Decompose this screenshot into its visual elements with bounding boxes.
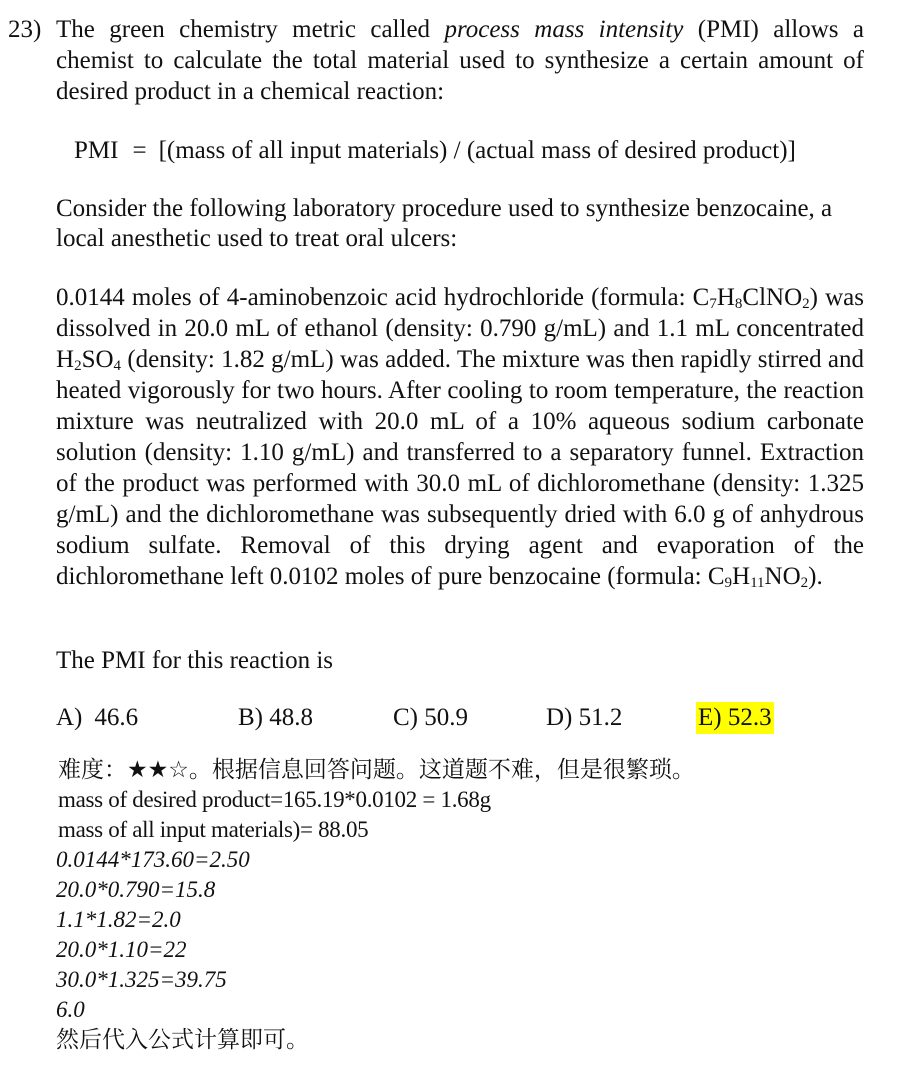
procedure-part-4: ). (808, 563, 823, 590)
formula-part: H (716, 284, 735, 311)
choice-value: 46.6 (94, 704, 139, 731)
intro-term: process mass intensity (444, 16, 684, 43)
choice-letter: D) (546, 704, 573, 731)
question-prompt: The PMI for this reaction is (56, 647, 334, 674)
formula-rhs: [(mass of all input materials) / (actual mass of desired product)] (158, 137, 796, 164)
choice-a[interactable] (56, 702, 138, 734)
choice-value: 52.3 (727, 704, 772, 731)
formula-part: NO (764, 563, 801, 590)
choice-value: 51.2 (578, 704, 623, 731)
formula-lhs: PMI (74, 137, 119, 164)
calculation-step: 20.0*1.10=22 (56, 937, 187, 962)
formula-subscript: 2 (800, 575, 809, 591)
choice-letter: E) (698, 704, 722, 731)
formula-equals: = (132, 137, 147, 164)
formula-part: SO (81, 346, 114, 373)
choice-e-highlighted[interactable] (696, 702, 774, 734)
calculation-steps (56, 845, 896, 1025)
choice-b[interactable] (238, 702, 313, 734)
mass-product-line: mass of desired product=165.19*0.0102 = 1.68g (58, 787, 491, 812)
consider-text: Consider the following laboratory procedure used to synthesize benzocaine, a local anesthetic used to treat oral ulcers: (56, 195, 833, 252)
formula-part: ClNO (742, 284, 803, 311)
formula-subscript: 11 (750, 575, 765, 591)
formula-subscript: 8 (734, 296, 743, 312)
procedure-part-3: (density: 1.82 g/mL) was added. The mixture was then rapidly stirred and heated vigorously for two hours. After cooling to room temperature, the reaction mixture was neutralized with 20.0 mL of a 10% aqueous sodium carbonate solution (density: 1.10 g/mL) and transferred to a separatory funnel. Extraction of the product was performed with 30.0 mL of dichloromethane (density: 1.325 g/mL) and the dichloromethane was subsequently dried with 6.0 g of anhydrous sodium sulfate. Removal of this drying agent and evaporation of the dichloromethane left 0.0102 moles of pure benzocaine (formula: C (56, 346, 864, 590)
choice-letter: A) (56, 704, 83, 731)
calculation-step: 20.0*0.790=15.8 (56, 877, 216, 902)
closing-line: 然后代入公式计算即可。 (56, 1027, 309, 1053)
formula-subscript: 4 (113, 358, 122, 374)
formula-part: H (732, 563, 751, 590)
formula-subscript: 2 (802, 296, 810, 312)
choice-letter: B) (238, 704, 263, 731)
calculation-step: 1.1*1.82=2.0 (56, 907, 181, 932)
choice-value: 50.9 (424, 704, 468, 731)
procedure-part-1: 0.0144 moles of 4-aminobenzoic acid hydrochloride (formula: C (56, 284, 710, 311)
procedure-part-2: ) was dissolved in 20.0 mL of ethanol (density: 0.790 g/mL) and 1.1 mL concentrated H (56, 284, 864, 373)
choice-c[interactable] (393, 702, 468, 734)
calculation-step: 30.0*1.325=39.75 (56, 967, 227, 992)
answer-choices (0, 702, 909, 736)
question-number: 23) (8, 16, 42, 43)
formula-subscript: 9 (724, 575, 733, 591)
solution-notes (56, 755, 896, 1055)
pmi-formula (74, 135, 796, 166)
intro-text-start: The green chemistry metric called (56, 16, 431, 43)
procedure-text (56, 282, 864, 592)
mass-inputs-line: mass of all input materials)= 88.05 (58, 817, 369, 842)
intro-text-end: (PMI) allows a chemist to calculate the total material used to synthesize a certain amount of desired product in a chemical reaction: (56, 16, 865, 105)
calculation-step: 6.0 (56, 997, 85, 1022)
choice-value: 48.8 (269, 704, 313, 731)
formula-subscript: 7 (709, 296, 717, 312)
calculation-step: 0.0144*173.60=2.50 (56, 847, 250, 872)
difficulty-line: 难度：★★☆。根据信息回答问题。这道题不难，但是很繁琐。 (58, 757, 695, 783)
choice-letter: C) (393, 704, 418, 731)
choice-d[interactable] (546, 702, 622, 734)
question-intro (56, 14, 864, 107)
formula-subscript: 2 (74, 358, 82, 374)
